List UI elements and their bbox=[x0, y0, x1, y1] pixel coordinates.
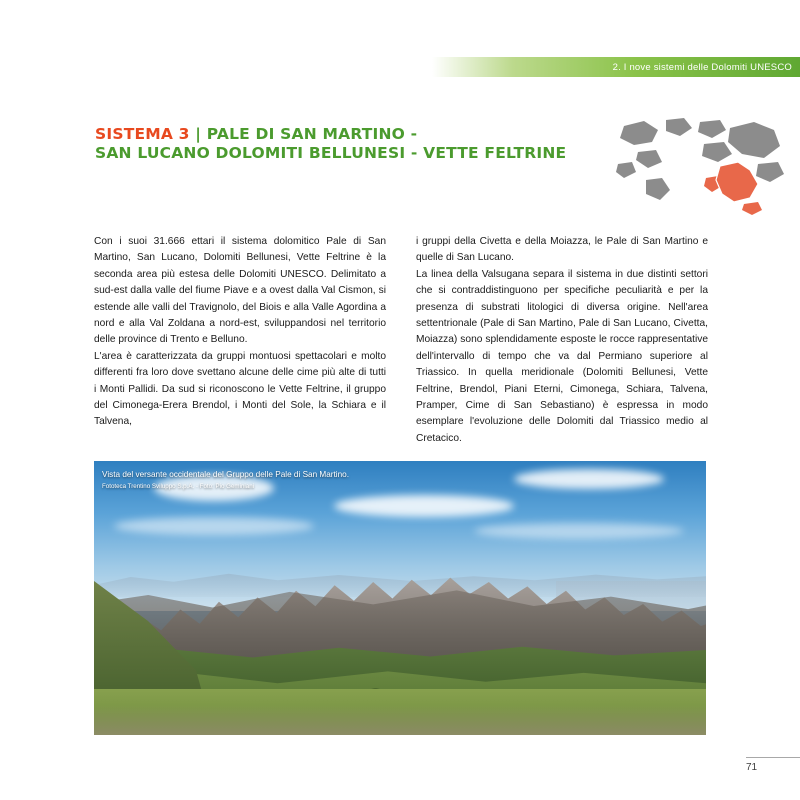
dolomites-systems-map bbox=[608, 118, 788, 223]
page-number: 71 bbox=[746, 762, 758, 773]
article-body bbox=[94, 234, 708, 447]
system-name-line-1: PALE DI SAN MARTINO - bbox=[206, 125, 418, 143]
chapter-header-bar bbox=[432, 57, 800, 77]
page-title-line-1 bbox=[95, 125, 615, 144]
footer-divider bbox=[746, 757, 800, 758]
title-separator: | bbox=[195, 125, 202, 143]
chapter-header-label: 2. I nove sistemi delle Dolomiti UNESCO bbox=[612, 61, 792, 73]
figure-caption-credit: Fototeca Trentino Sviluppo S.p.A. - Foto: Pio Geminiani bbox=[102, 483, 255, 490]
paragraph: i gruppi della Civetta e della Moiazza, le Pale di San Martino e quelle di San Lucano. bbox=[416, 236, 708, 264]
cloud-shape bbox=[474, 523, 684, 539]
paragraph: L'area è caratterizzata da gruppi montuosi spettacolari e molto differenti fra loro dove svettano alcune delle cime più alte di tutti i Monti Pallidi. Da sud si riconoscono le Vette Feltrine, il gruppo del Cimonega-Erera Brendol, i Monti del Sole, la Schiara e il Talvena, bbox=[94, 350, 386, 428]
cloud-shape bbox=[114, 517, 314, 535]
mountain-photograph bbox=[94, 461, 706, 735]
page-title bbox=[95, 125, 615, 163]
paragraph: La linea della Valsugana separa il sistema in due distinti settori che si contraddistinguono per specifiche peculiarità e per la presenza di substrati litologici di diversa origine. Nell'area settentrionale (Pale di San Martino, Pale di San Lucano, Civetta, Moiazza) sono splendidamente esposte le rocce rappresentative dell'intervallo di tempo che va dal Permiano superiore al Triassico. In quella meridionale (Dolomiti Bellunesi, Vette Feltrine, Brendol, Piani Eterni, Cimonega, Schiara, Talvena, Pramper, Cime di San Sebastiano) è espressa in modo esemplare l'evoluzione delle Dolomiti dal Triassico medio al Cretacico. bbox=[416, 268, 708, 444]
text-column-left bbox=[94, 234, 386, 447]
paragraph: Con i suoi 31.666 ettari il sistema dolomitico Pale di San Martino, San Lucano, Dolomiti Bellunesi, Vette Feltrine è la seconda area più estesa delle Dolomiti UNESCO. Delimitato a sud-est dalla valle del fiume Piave e a ovest dalla Val Cismon, si estende alle valli del Travignolo, del Biois e alla Valle Agordina a nord e alla Val Zoldana a nord-est, sviluppandosi nel territorio delle province di Trento e Belluno. bbox=[94, 236, 386, 346]
foreground-rocks bbox=[94, 705, 706, 735]
map-highlight-system-3 bbox=[704, 162, 762, 215]
cloud-shape bbox=[514, 469, 664, 489]
system-name-line-2: SAN LUCANO DOLOMITI BELLUNESI - VETTE FELTRINE bbox=[95, 144, 567, 162]
map-base-shapes bbox=[616, 118, 784, 200]
figure-caption bbox=[102, 469, 349, 491]
figure-caption-title: Vista del versante occidentale del Gruppo delle Pale di San Martino. bbox=[102, 470, 349, 479]
system-prefix-label: SISTEMA 3 bbox=[95, 125, 190, 143]
text-column-right bbox=[416, 234, 708, 447]
cloud-shape bbox=[334, 495, 514, 517]
figure-photo bbox=[94, 461, 706, 735]
